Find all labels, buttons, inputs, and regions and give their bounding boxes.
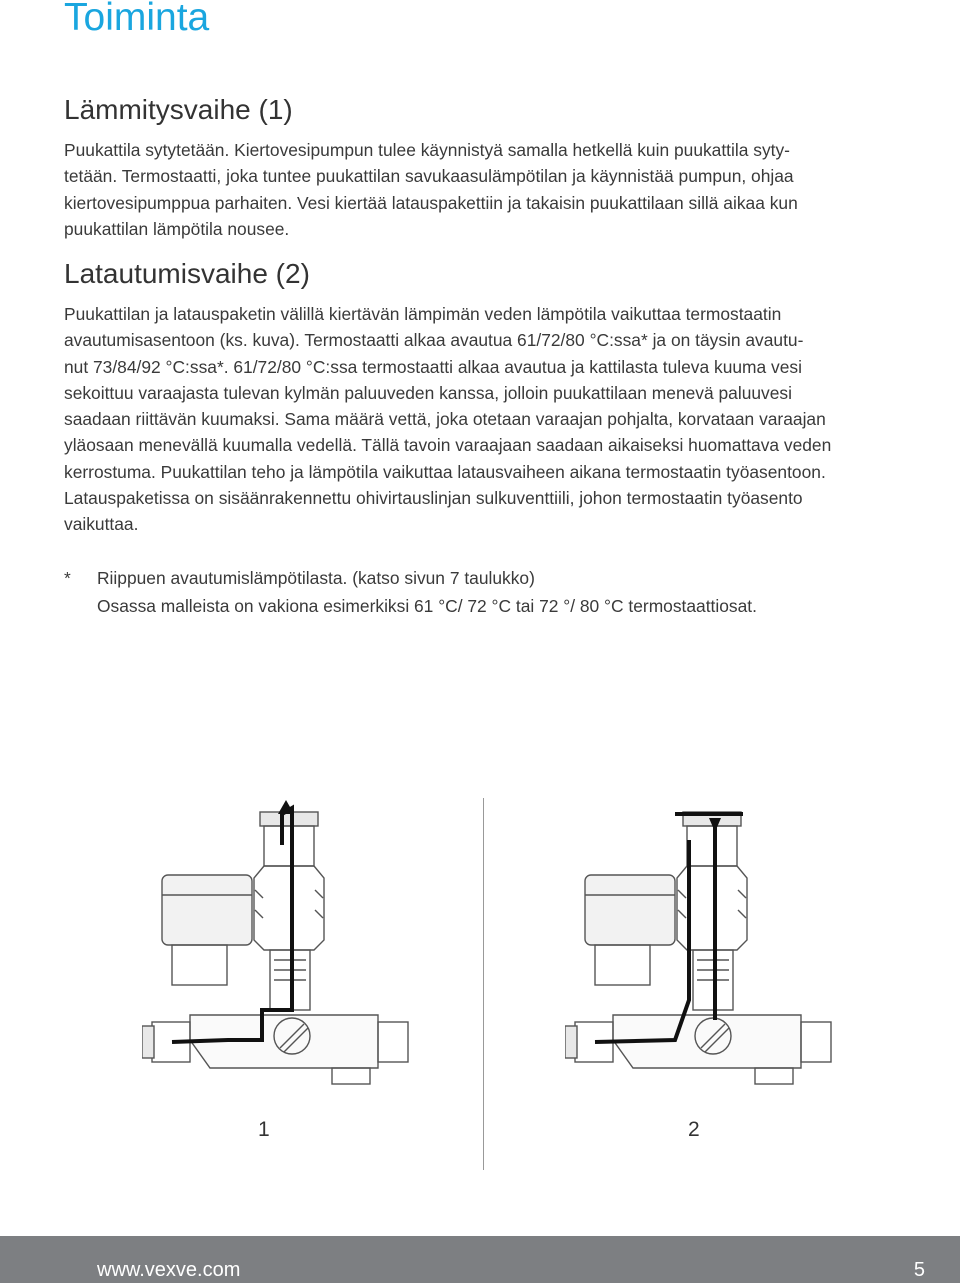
page-number: 5 (913, 1259, 925, 1281)
paragraph-line: avautumisasentoon (ks. kuva). Termostaatti alkaa avautua 61/72/80 °C:ssa* ja on täysin avautu- (64, 330, 804, 351)
section-heating-phase (64, 94, 904, 242)
page-title: Toiminta (64, 0, 210, 39)
valve-diagram-heating (142, 800, 412, 1100)
paragraph-line: Latauspaketissa on sisäänrakennettu ohivirtauslinjan sulkuventtiili, johon termostaatin työasento (64, 488, 803, 509)
paragraph-line: kiertovesipumppua parhaiten. Vesi kiertää latauspakettiin ja takaisin puukattilaan sillä aikaa kun (64, 192, 798, 213)
paragraph-line: vaikuttaa. (64, 514, 139, 535)
paragraph-line: Puukattila sytytetään. Kiertovesipumpun tulee käynnistyä samalla hetkellä kuin puukattila syty- (64, 140, 790, 160)
figure-label: 1 (258, 1118, 270, 1141)
section-charging-phase (64, 258, 904, 538)
valve-diagram-charging (565, 800, 835, 1100)
section-paragraph (64, 301, 904, 538)
paragraph-line: kerrostuma. Puukattilan teho ja lämpötila vaikuttaa latausvaiheen aikana termostaatin työasentoon. (64, 461, 826, 482)
section-heading: Lämmitysvaihe (1) (64, 94, 293, 125)
section-paragraph (64, 137, 904, 242)
paragraph-line: yläosaan menevällä kuumalla vedellä. Tällä tavoin varaajaan saadaan aikaiseksi huomattava veden (64, 435, 832, 456)
section-heading: Latautumisvaihe (2) (64, 258, 310, 289)
page-footer (0, 1236, 960, 1283)
paragraph-line: sekoittuu varaajasta tulevan kylmän paluuveden kanssa, jolloin puukattilaan menevä paluuvesi (64, 382, 792, 403)
paragraph-line: saadaan riittävän kuumaksi. Sama määrä vettä, joka otetaan varaajan pohjalta, korvataan varaajan (64, 409, 826, 430)
paragraph-line: Puukattilan ja latauspaketin välillä kiertävän lämpimän veden lämpötila vaikuttaa termostaatin (64, 304, 782, 324)
figure-divider (483, 798, 484, 1170)
footnote-line: Osassa malleista on vakiona esimerkiksi 61 °C/ 72 °C tai 72 °/ 80 °C termostaattiosat. (97, 596, 757, 616)
paragraph-line: puukattilan lämpötila nousee. (64, 218, 290, 239)
paragraph-line: tetään. Termostaatti, joka tuntee puukattilan savukaasulämpötilan ja käynnistää pumpun, ohjaa (64, 166, 794, 187)
figure-label: 2 (688, 1118, 700, 1141)
footer-website-link[interactable]: www.vexve.com (97, 1259, 241, 1281)
footnote-marker: * (64, 568, 71, 588)
paragraph-line: nut 73/84/92 °C:ssa*. 61/72/80 °C:ssa termostaatti alkaa avautua ja kattilasta tuleva kuuma vesi (64, 356, 802, 377)
footnote (64, 564, 924, 620)
footnote-line: Riippuen avautumislämpötilasta. (katso sivun 7 taulukko) (97, 568, 535, 588)
